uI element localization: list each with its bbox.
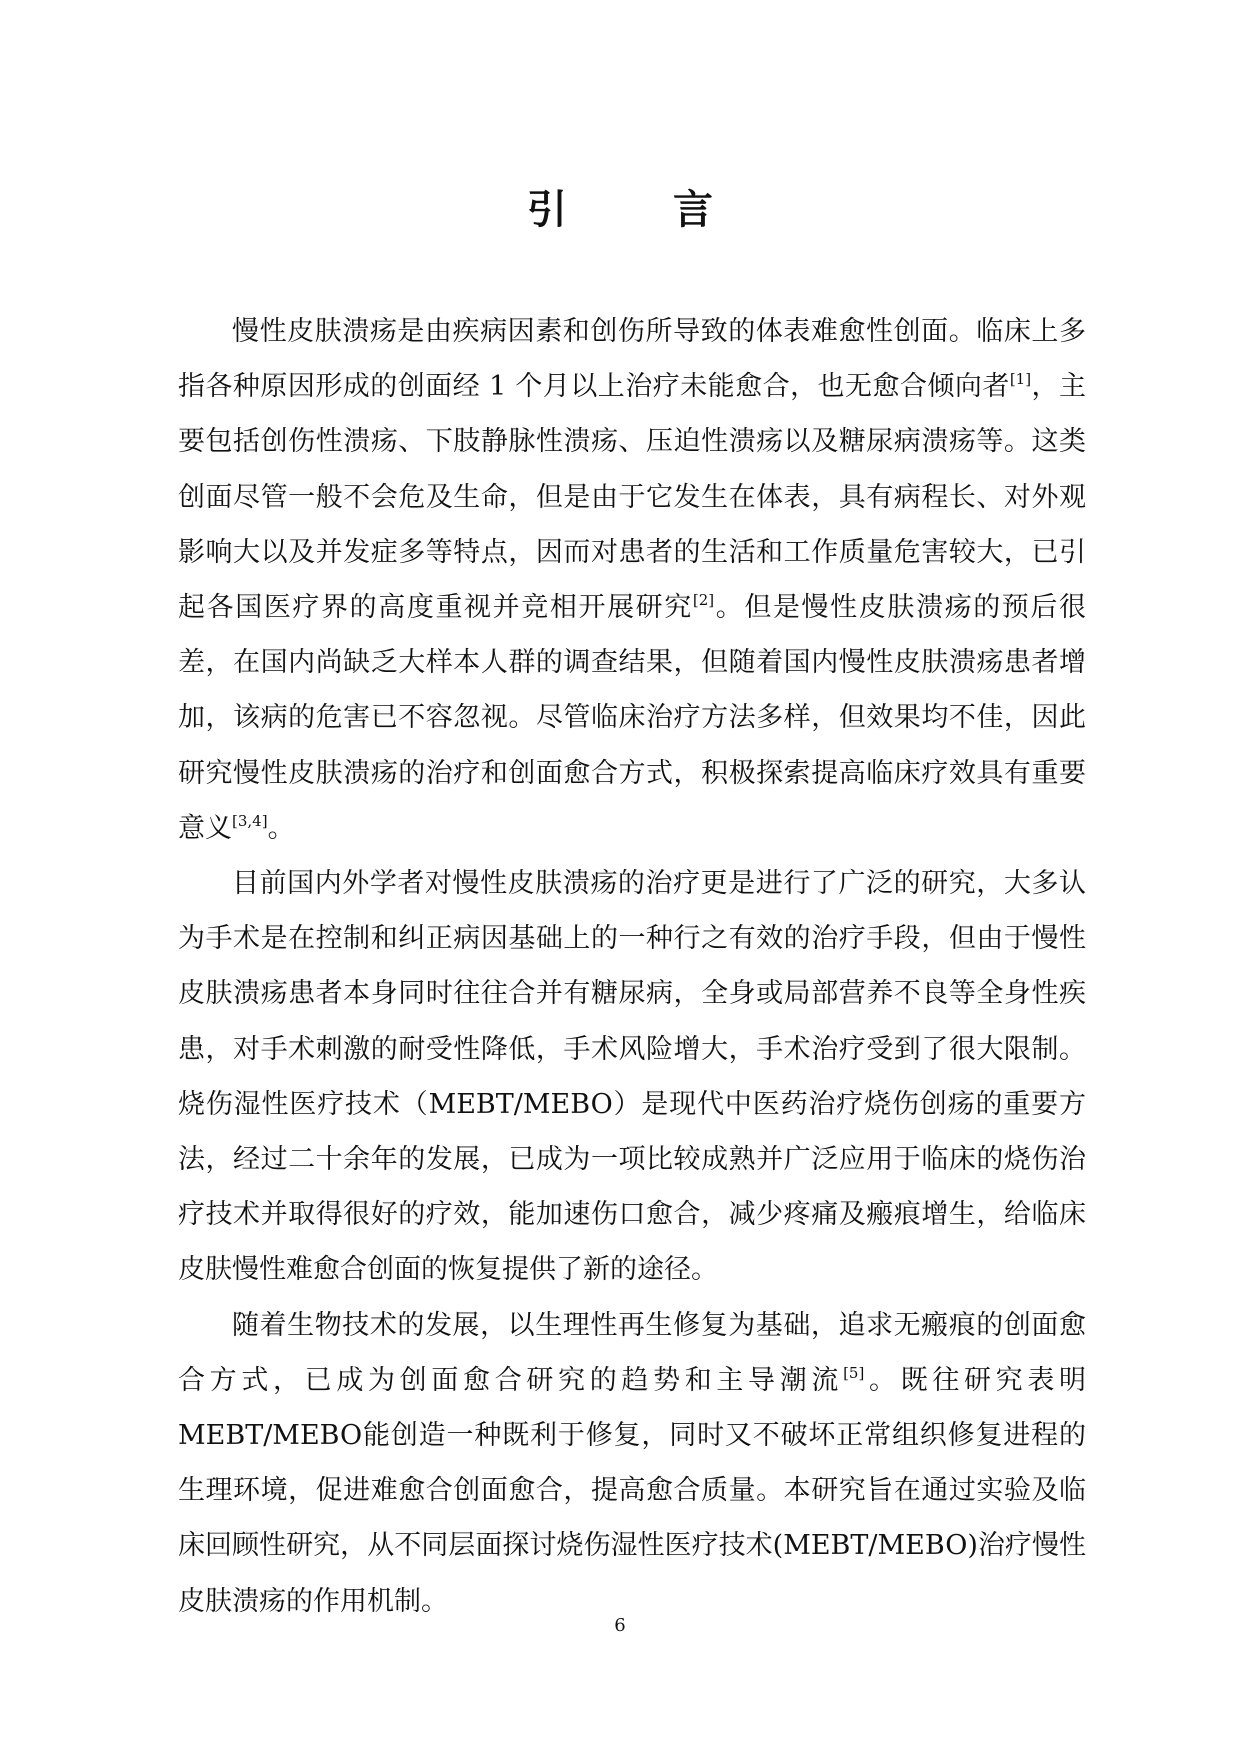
citation-ref: [1] <box>1009 369 1032 388</box>
citation-ref: [5] <box>843 1363 865 1382</box>
paragraph-text: 目前国内外学者对慢性皮肤溃疡的治疗更是进行了广泛的研究，大多认为手术是在控制和纠正病因基础上的一种行之有效的治疗手段，但由于慢性皮肤溃疡患者本身同时往往合并有糖尿病，全身或局部营养不良等全身性疾患，对手术刺激的耐受性降低，手术风险增大，手术治疗受到了很大限制。烧伤湿性医疗技术（MEBT/MEBO）是现代中医药治疗烧伤创疡的重要方法，经过二十余年的发展，已成为一项比较成熟并广泛应用于临床的烧伤治疗技术并取得很好的疗效，能加速伤口愈合，减少疼痛及瘢痕增生，给临床皮肤慢性难愈合创面的恢复提供了新的途径。 <box>178 868 1086 1286</box>
paragraph-3 <box>178 1298 1086 1629</box>
citation-ref: [2] <box>692 590 715 609</box>
paragraph-2 <box>178 856 1086 1298</box>
page-number: 6 <box>614 1615 626 1636</box>
paragraph-text: ，主要包括创伤性溃疡、下肢静脉性溃疡、压迫性溃疡以及糖尿病溃疡等。这类创面尽管一般不会危及生命，但是由于它发生在体表，具有病程长、对外观影响大以及并发症多等特点，因而对患者的生活和工作质量危害较大，已引起各国医疗界的高度重视并竞相开展研究 <box>178 371 1087 624</box>
paragraph-text: 。 <box>267 812 295 844</box>
paragraph-text: 随着生物技术的发展，以生理性再生修复为基础，追求无瘢痕的创面愈合方式，已成为创面愈合研究的趋势和主导潮流 <box>178 1309 1086 1396</box>
body-text <box>178 304 1086 1629</box>
paragraph-text: 。但是慢性皮肤溃疡的预后很差，在国内尚缺乏大样本人群的调查结果，但随着国内慢性皮肤溃疡患者增加，该病的危害已不容忽视。尽管临床治疗方法多样，但效果均不佳，因此研究慢性皮肤溃疡的治疗和创面愈合方式，积极探索提高临床疗效具有重要意义 <box>178 592 1087 844</box>
paragraph-1 <box>178 304 1086 856</box>
citation-ref: [3,4] <box>232 811 268 830</box>
paragraph-text: 慢性皮肤溃疡是由疾病因素和创伤所导致的体表难愈性创面。临床上多指各种原因形成的创面经 1 个月以上治疗未能愈合，也无愈合倾向者 <box>178 316 1086 403</box>
page-title: 引 言 <box>527 186 759 233</box>
paragraph-text: 。既往研究表明MEBT/MEBO能创造一种既利于修复，同时又不破坏正常组织修复进程的生理环境，促进难愈合创面愈合，提高愈合质量。本研究旨在通过实验及临床回顾性研究，从不同层面探讨烧伤湿性医疗技术(MEBT/MEBO)治疗慢性皮肤溃疡的作用机制。 <box>178 1364 1086 1617</box>
